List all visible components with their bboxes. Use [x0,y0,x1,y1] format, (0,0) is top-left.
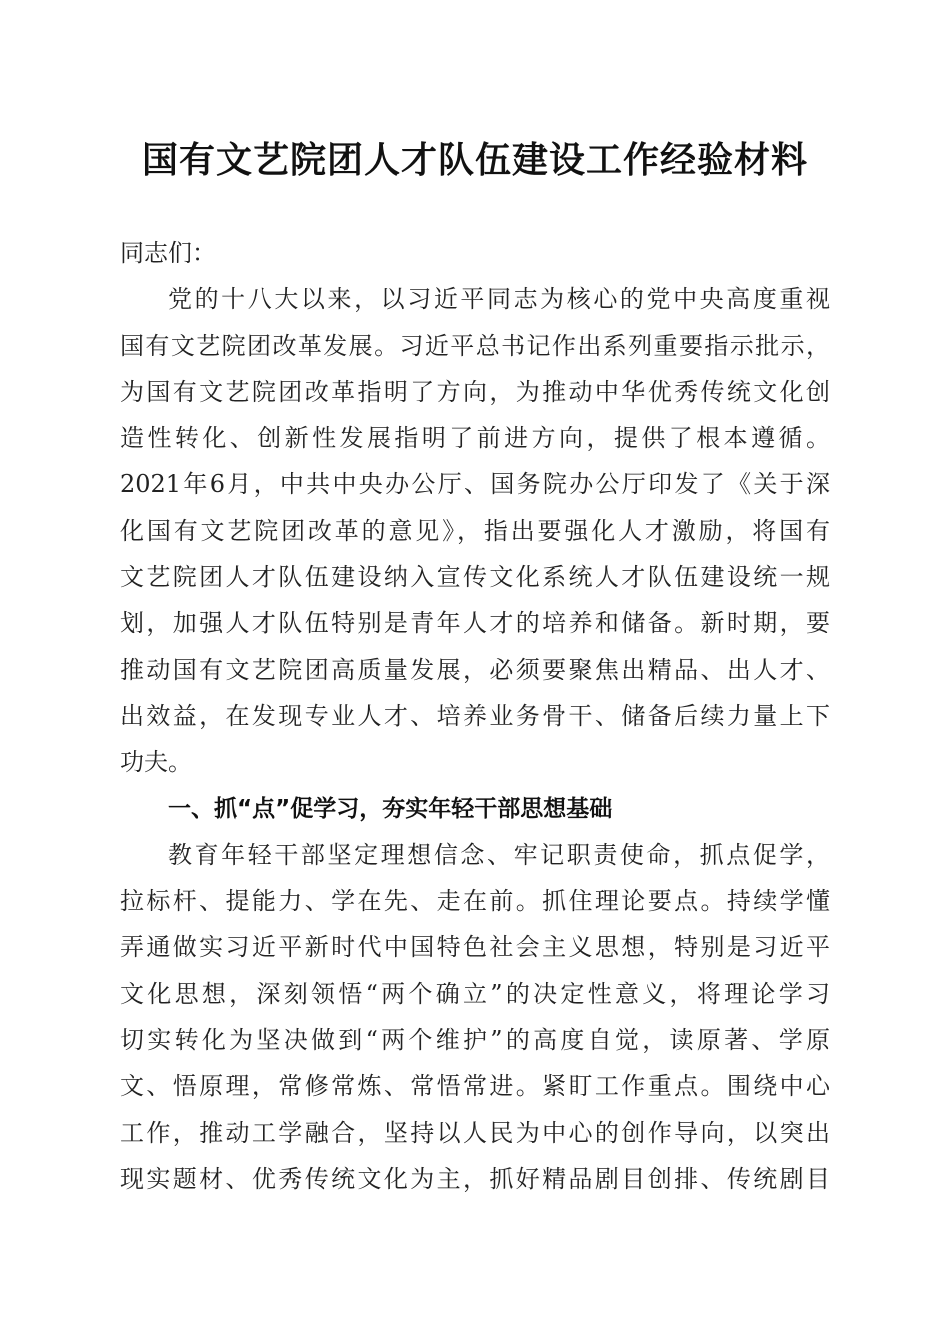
paragraph-line: 文化思想，深刻领悟“两个确立”的决定性意义，将理论学习 [120,979,830,1008]
paragraph-line: 文、悟原理，常修常炼、常悟常进。紧盯工作重点。围绕中心 [120,1072,830,1101]
paragraph-line: 2021年6月，中共中央办公厅、国务院办公厅印发了《关于深 [120,470,830,499]
paragraph-line: 划，加强人才队伍特别是青年人才的培养和储备。新时期，要 [120,609,830,638]
paragraph-line: 教育年轻干部坚定理想信念、牢记职责使命，抓点促学， [168,840,830,869]
paragraph-line: 现实题材、优秀传统文化为主，抓好精品剧目创排、传统剧目 [120,1164,830,1193]
paragraph-line: 文艺院团人才队伍建设纳入宣传文化系统人才队伍建设统一规 [120,563,830,592]
paragraph-line: 推动国有文艺院团高质量发展，必须要聚焦出精品、出人才、 [120,655,830,684]
document-body [120,230,830,1202]
paragraph-line: 造性转化、创新性发展指明了前进方向，提供了根本遵循。 [120,424,830,453]
paragraph-line: 为国有文艺院团改革指明了方向，为推动中华优秀传统文化创 [120,377,830,406]
paragraph-line: 弄通做实习近平新时代中国特色社会主义思想，特别是习近平 [120,933,830,962]
paragraph-line: 党的十八大以来，以习近平同志为核心的党中央高度重视 [168,285,830,314]
section-heading: 一、抓“点”促学习，夯实年轻干部思想基础 [168,795,613,822]
paragraph-line: 工作，推动工学融合，坚持以人民为中心的创作导向，以突出 [120,1118,830,1147]
paragraph-line: 国有文艺院团改革发展。习近平总书记作出系列重要指示批示， [120,331,830,360]
salutation: 同志们： [120,239,216,267]
paragraph-line: 出效益，在发现专业人才、培养业务骨干、储备后续力量上下 [120,701,830,730]
paragraph-line: 拉标杆、提能力、学在先、走在前。抓住理论要点。持续学懂 [120,887,830,916]
document-title: 国有文艺院团人才队伍建设工作经验材料 [141,139,808,181]
paragraph-line: 功夫。 [120,748,192,777]
paragraph-line: 化国有文艺院团改革的意见》，指出要强化人才激励，将国有 [120,516,830,545]
paragraph-line: 切实转化为坚决做到“两个维护”的高度自觉，读原著、学原 [120,1026,830,1055]
